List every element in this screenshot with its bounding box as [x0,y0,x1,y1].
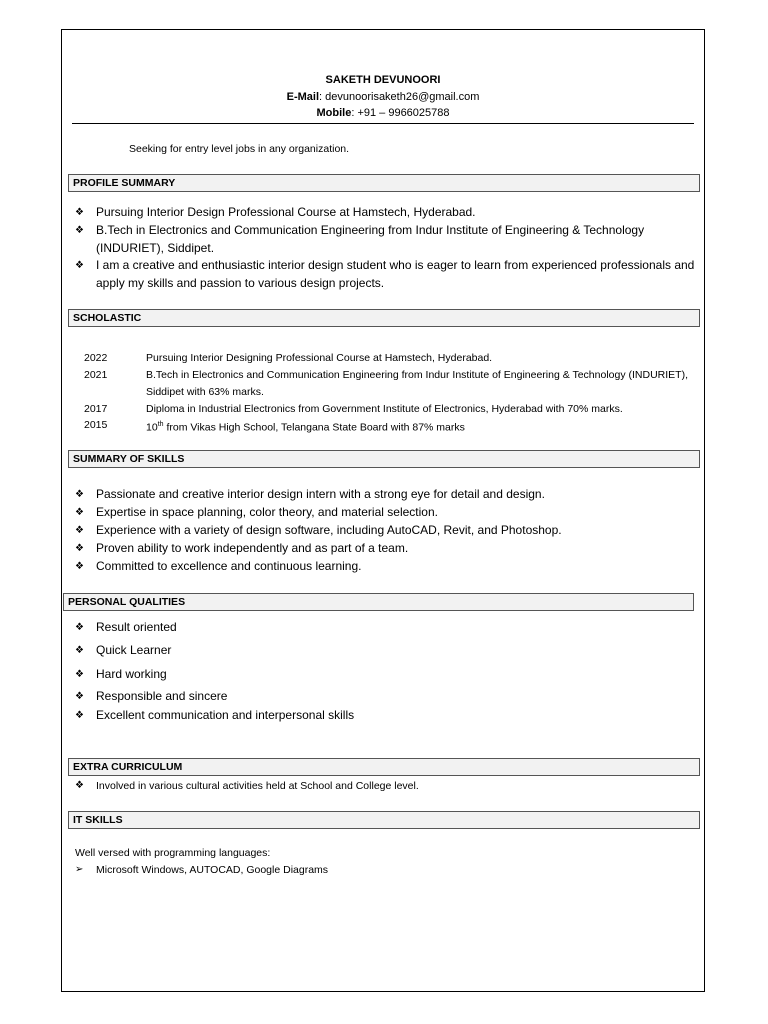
objective: Seeking for entry level jobs in any organization. [129,143,350,155]
bullet-icon: ❖ [75,225,84,236]
bullet-icon: ❖ [75,622,84,633]
section-header-personal-qualities: PERSONAL QUALITIES [63,593,694,611]
bullet-icon: ❖ [75,710,84,721]
candidate-name: SAKETH DEVUNOORI [325,74,441,86]
list-item: ❖ Proven ability to work independently and as part of a team. [75,540,695,558]
list-item: ❖ Experience with a variety of design software, including AutoCAD, Revit, and Photoshop. [75,522,695,540]
mobile-value: : +91 – 9966025788 [351,107,450,119]
bullet-icon: ❖ [75,669,84,680]
arrow-bullet-icon: ➢ [75,864,84,875]
list-item: ❖ Quick Learner [75,642,695,660]
email-line [62,91,704,103]
list-item: ➢ Microsoft Windows, AUTOCAD, Google Diagrams [75,864,329,876]
list-item: ❖ B.Tech in Electronics and Communication Engineering from Indur Institute of Engineering & Technology (INDURIET), Siddipet. [75,223,645,255]
list-item: ❖ Involved in various cultural activities held at School and College level. [75,780,419,792]
description: B.Tech in Electronics and Communication Engineering from Indur Institute of Engineering & Technology (INDURIET), Siddipet with 63% marks. [146,369,688,398]
description: Diploma in Industrial Electronics from Government Institute of Electronics, Hyderabad with 70% marks. [146,403,623,415]
list-item: ❖ Pursuing Interior Design Professional Course at Hamstech, Hyderabad. [75,204,695,222]
email-value: : devunoorisaketh26@gmail.com [319,91,480,103]
bullet-icon: ❖ [75,561,84,572]
list-item: ❖ Hard working [75,666,695,684]
bullet-icon: ❖ [75,507,84,518]
list-item: ❖ Excellent communication and interpersonal skills [75,707,695,725]
year: 2017 [84,403,108,415]
table-row [84,401,694,418]
bullet-icon: ❖ [75,525,84,536]
section-header-scholastic: SCHOLASTIC [68,309,700,327]
bullet-icon: ❖ [75,260,84,271]
year: 2015 [84,419,108,431]
bullet-icon: ❖ [75,489,84,500]
bullet-icon: ❖ [75,691,84,702]
table-row [84,367,694,400]
email-label: E-Mail [286,91,320,103]
mobile-line [62,107,704,119]
year: 2022 [84,352,108,364]
table-row [84,350,694,367]
resume-page [61,29,705,992]
year: 2021 [84,369,108,381]
section-header-skills: SUMMARY OF SKILLS [68,450,700,468]
description: Pursuing Interior Designing Professional Course at Hamstech, Hyderabad. [146,352,493,364]
bullet-icon: ❖ [75,645,84,656]
section-header-it-skills: IT SKILLS [68,811,700,829]
list-item: ❖ Responsible and sincere [75,688,695,706]
bullet-icon: ❖ [75,780,84,791]
list-item: ❖ Expertise in space planning, color theory, and material selection. [75,504,695,522]
list-item: ❖ Result oriented [75,619,695,637]
list-item: ❖ Committed to excellence and continuous learning. [75,558,695,576]
table-row [84,417,694,436]
header-divider [72,123,694,124]
bullet-icon: ❖ [75,543,84,554]
description: 10th from Vikas High School, Telangana State Board with 87% marks [146,421,465,434]
section-header-extra-curriculum: EXTRA CURRICULUM [68,758,700,776]
list-item: ❖ Passionate and creative interior design intern with a strong eye for detail and design. [75,486,695,504]
bullet-icon: ❖ [75,207,84,218]
section-header-profile-summary: PROFILE SUMMARY [68,174,700,192]
mobile-label: Mobile [316,107,352,119]
list-item: ❖ I am a creative and enthusiastic interior design student who is eager to learn from experienced professionals and apply my skills and passion to various design projects. [75,258,695,290]
it-skills-intro: Well versed with programming languages: [75,847,271,859]
